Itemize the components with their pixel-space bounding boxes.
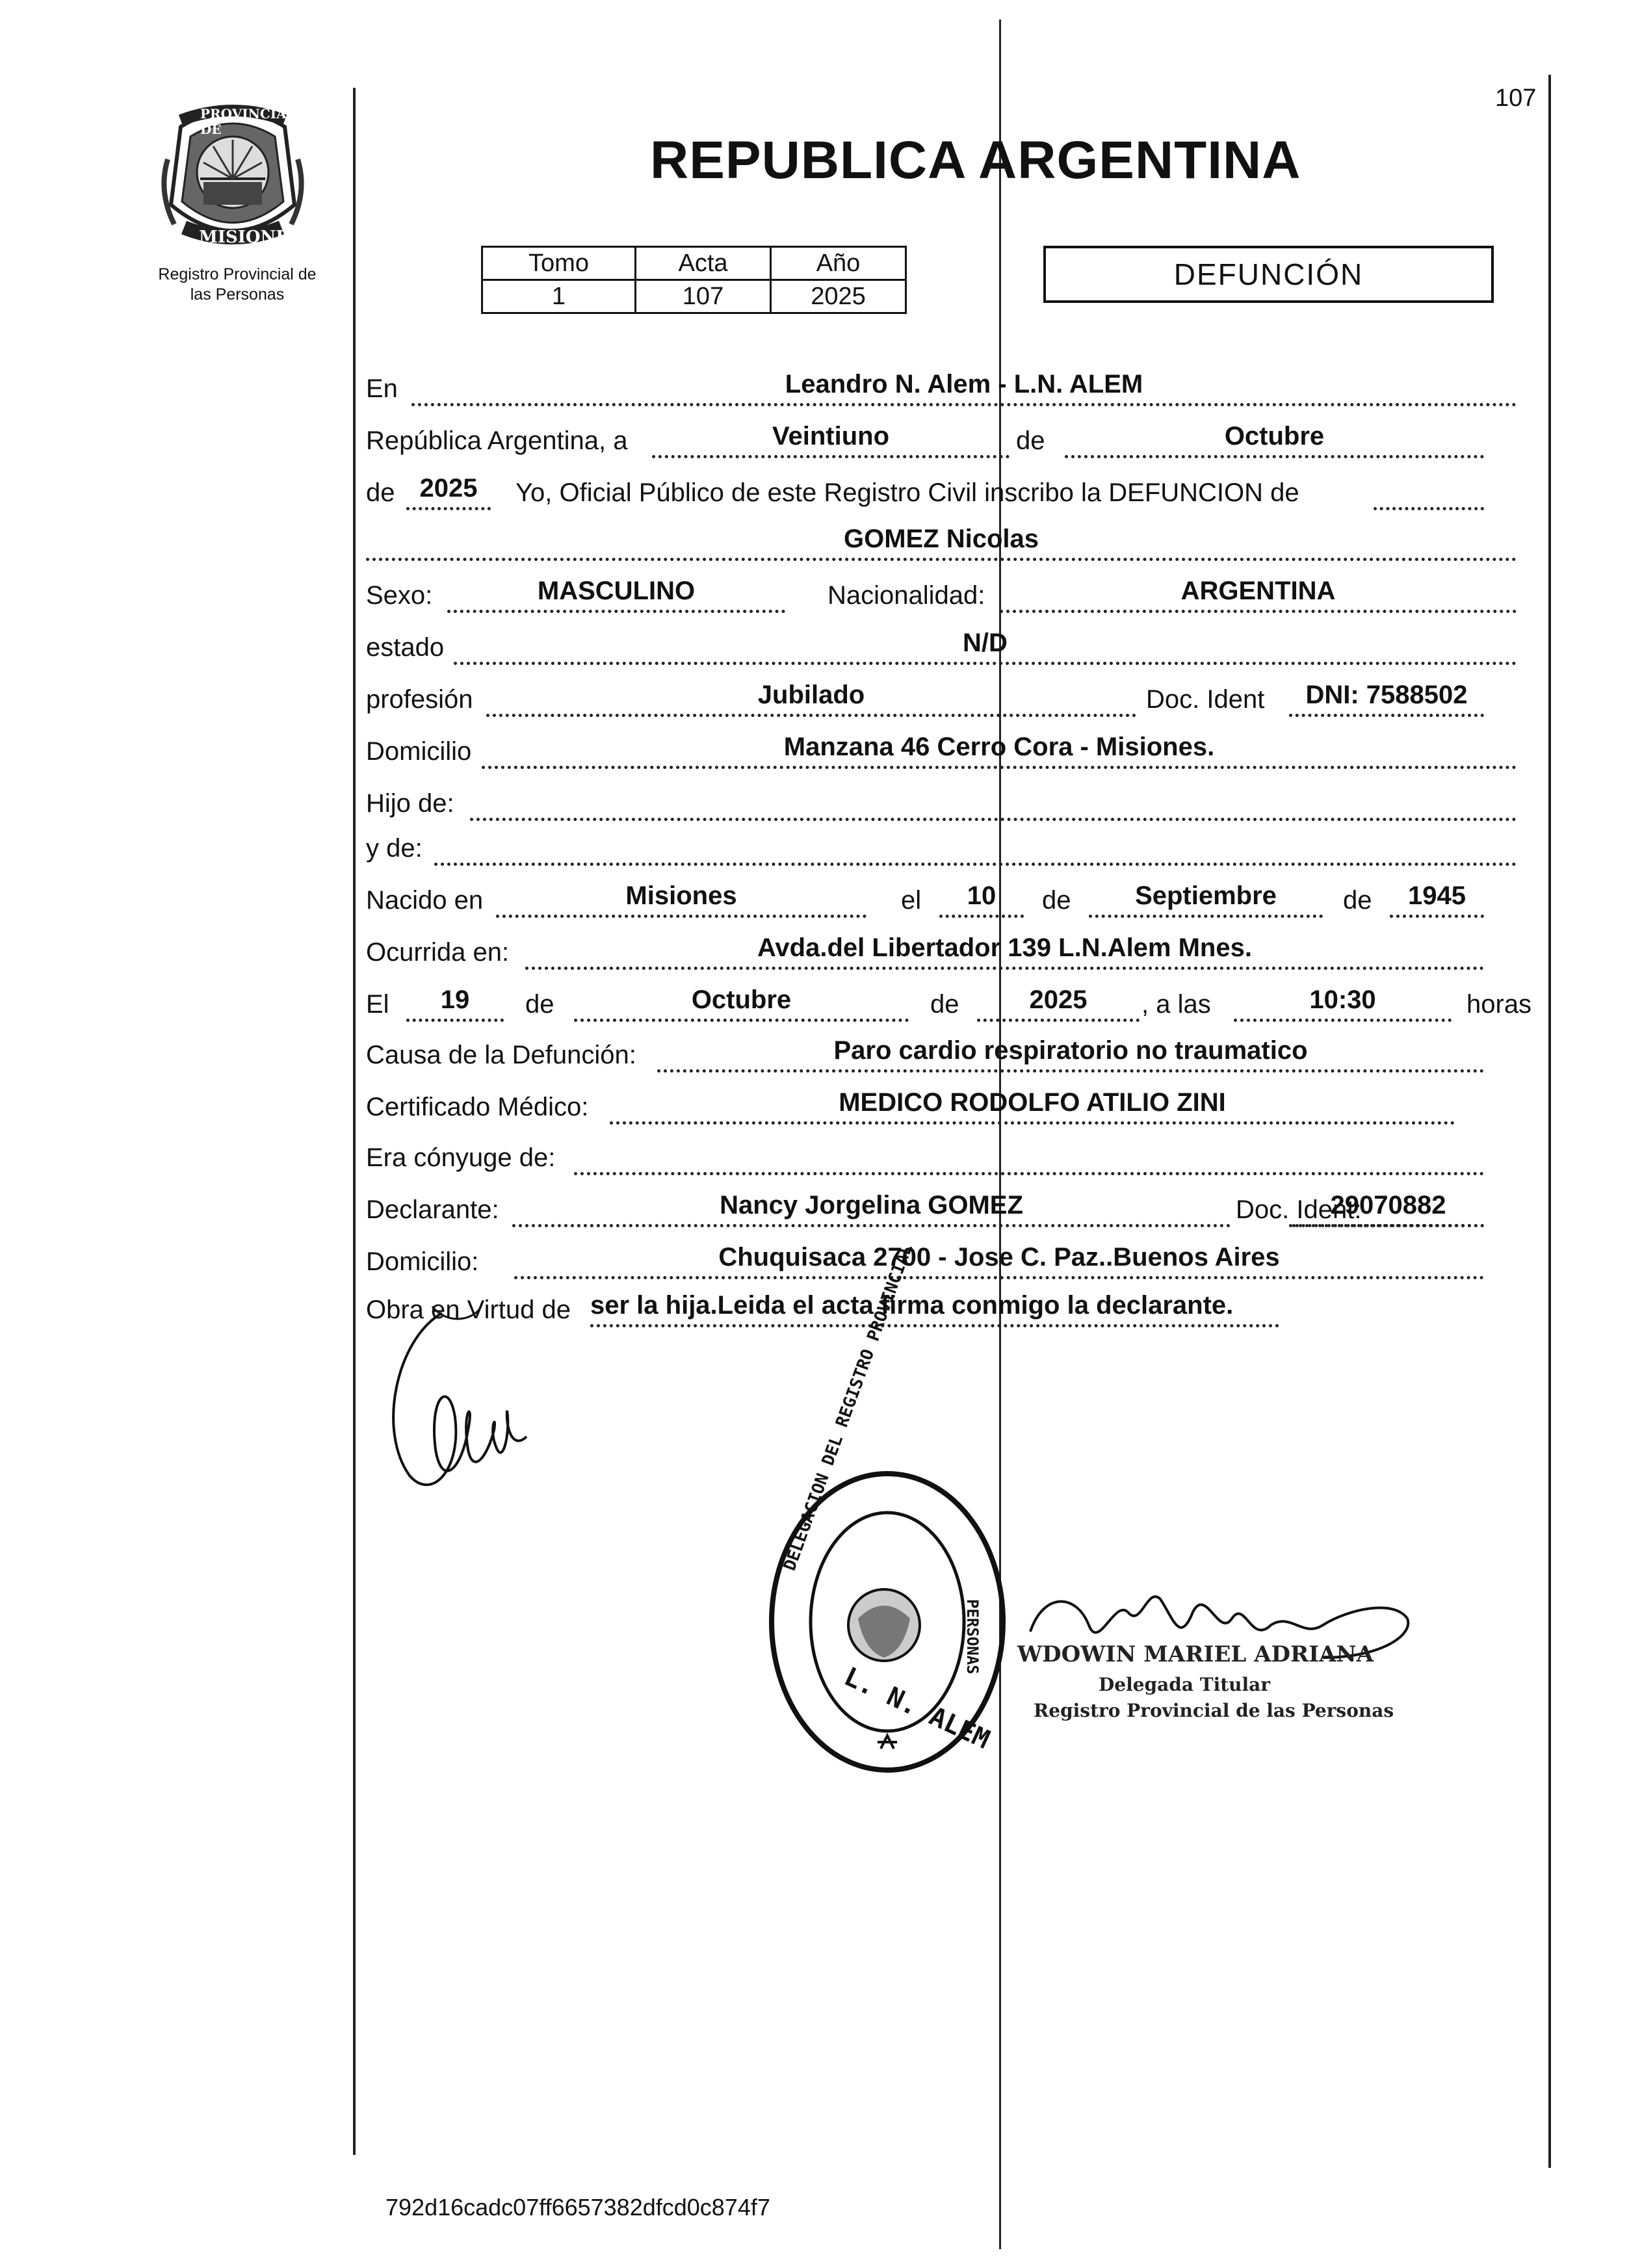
ref-header-tomo: Tomo	[482, 247, 636, 280]
field-dia	[652, 420, 1010, 458]
field-def-anio	[977, 984, 1140, 1022]
row-causa	[366, 1027, 1517, 1073]
label-certificado: Certificado Médico:	[366, 1093, 589, 1121]
label-ocurrida: Ocurrida en:	[366, 938, 510, 967]
registry-caption-line1: Registro Provincial de	[158, 265, 317, 283]
field-sexo	[447, 575, 785, 613]
row-ocurrida	[366, 924, 1517, 970]
registry-caption-line2: las Personas	[190, 285, 285, 304]
label-nacionalidad: Nacionalidad:	[828, 581, 985, 610]
label-horas: horas	[1466, 990, 1532, 1019]
field-y-de	[434, 828, 1517, 866]
seal-bottom-text: MISIONES	[199, 228, 301, 247]
label-nacido-en: Nacido en	[366, 886, 484, 915]
row-declarante	[366, 1182, 1517, 1227]
field-nacido-anio	[1390, 880, 1484, 918]
field-ocurrida	[525, 932, 1484, 970]
reference-table	[481, 246, 907, 314]
field-certificado	[610, 1086, 1455, 1125]
field-hijo-de	[470, 783, 1517, 821]
row-estado	[366, 619, 1517, 665]
page-title: REPUBLICA ARGENTINA	[650, 131, 1301, 190]
value-causa: Paro cardio respiratorio no traumatico	[833, 1036, 1308, 1065]
value-lugar: Leandro N. Alem - L.N. ALEM	[785, 370, 1143, 398]
label-causa: Causa de la Defunción:	[366, 1041, 636, 1069]
value-def-hora: 10:30	[1309, 985, 1376, 1014]
label-de-anio: de	[366, 478, 395, 507]
value-domicilio: Manzana 46 Cerro Cora - Misiones.	[783, 733, 1215, 761]
value-domicilio2: Chuquisaca 2700 - Jose C. Paz..Buenos Aires	[718, 1243, 1280, 1271]
value-anio: 2025	[419, 474, 478, 502]
field-obra	[590, 1289, 1279, 1327]
stamp-text-top: DELEGACION DEL REGISTRO PROVINCIAL	[780, 1241, 917, 1574]
ref-value-tomo: 1	[482, 280, 636, 313]
label-el2: El	[366, 990, 389, 1019]
row-fecha-defuncion	[366, 976, 1532, 1022]
row-y-de	[366, 820, 1517, 866]
label-estado: estado	[366, 633, 445, 662]
value-mes: Octubre	[1224, 422, 1325, 450]
value-nacido-mes: Septiembre	[1135, 881, 1277, 910]
label-profesion: profesión	[366, 685, 473, 714]
value-def-anio: 2025	[1029, 985, 1088, 1014]
ref-value-anio: 2025	[771, 280, 906, 313]
row-sexo-nacionalidad	[366, 567, 1517, 613]
field-estado	[454, 627, 1517, 665]
value-nombre: GOMEZ Nicolas	[843, 525, 1039, 553]
row-fecha-inscripcion	[366, 413, 1517, 458]
row-hijo-de	[366, 776, 1517, 821]
label-inscribo: Yo, Oficial Público de este Registro Civil inscribo la DEFUNCION de	[515, 478, 1299, 507]
label-doc-ident: Doc. Ident	[1146, 685, 1265, 714]
field-nacido-mes	[1089, 880, 1323, 918]
label-nacido-de2: de	[1343, 886, 1372, 915]
value-nacido-dia: 10	[967, 881, 997, 910]
seal-top-text: PROVINCIA DE	[200, 106, 287, 137]
ref-value-acta: 107	[636, 280, 771, 313]
label-declarante: Declarante:	[366, 1195, 499, 1224]
field-nacido-dia	[939, 880, 1024, 918]
document-hash: 792d16cadc07ff6657382dfcd0c874f7	[385, 2194, 770, 2221]
field-mes	[1065, 420, 1484, 458]
field-inscribo-tail	[1374, 472, 1484, 510]
field-def-mes	[574, 984, 909, 1022]
row-certificado	[366, 1079, 1517, 1125]
label-republica: República Argentina, a	[366, 426, 628, 455]
official-role: Delegada Titular	[1099, 1674, 1271, 1695]
field-anio	[406, 472, 491, 510]
ref-header-acta: Acta	[636, 247, 771, 280]
reference-table-value-row	[482, 280, 906, 313]
label-obra: Obra en Virtud de	[366, 1296, 571, 1324]
document-type-box: DEFUNCIÓN	[1043, 246, 1494, 303]
value-certificado: MEDICO RODOLFO ATILIO ZINI	[839, 1088, 1226, 1117]
field-profesion	[486, 679, 1136, 717]
value-doc-ident: DNI: 7588502	[1305, 681, 1468, 709]
field-causa	[657, 1034, 1484, 1073]
ref-header-anio: Año	[771, 247, 906, 280]
right-border-line	[1548, 75, 1551, 2168]
field-domicilio	[482, 731, 1517, 769]
field-nacionalidad	[1000, 575, 1517, 613]
registry-caption	[130, 265, 345, 305]
field-nacido-lugar	[496, 880, 867, 918]
value-nacido-lugar: Misiones	[625, 881, 737, 910]
label-sexo: Sexo:	[366, 581, 433, 610]
field-nombre	[366, 523, 1517, 561]
field-conyuge	[574, 1137, 1484, 1175]
value-estado: N/D	[963, 629, 1008, 657]
reference-table-header-row	[482, 247, 906, 280]
value-nacionalidad: ARGENTINA	[1180, 577, 1336, 605]
row-nacimiento	[366, 872, 1517, 918]
field-declarante	[512, 1189, 1231, 1227]
row-domicilio	[366, 723, 1517, 769]
field-doc-ident	[1289, 679, 1484, 717]
value-nacido-anio: 1945	[1408, 881, 1466, 910]
province-seal	[155, 101, 311, 250]
value-def-mes: Octubre	[691, 985, 792, 1014]
label-conyuge: Era cónyuge de:	[366, 1143, 556, 1172]
label-def-de2: de	[930, 990, 959, 1019]
field-domicilio2	[514, 1241, 1484, 1279]
value-ocurrida: Avda.del Libertador 139 L.N.Alem Mnes.	[757, 933, 1252, 962]
value-dia: Veintiuno	[772, 422, 889, 450]
stamp-text-bottom: L. N. ALEM	[839, 1662, 995, 1755]
value-sexo: MASCULINO	[537, 577, 696, 605]
value-decl-doc: 29070882	[1330, 1191, 1446, 1219]
label-hijo-de: Hijo de:	[366, 789, 454, 818]
declarant-signature-icon	[371, 1300, 566, 1508]
value-profesion: Jubilado	[757, 681, 865, 709]
left-border-line	[353, 88, 356, 2155]
page-number: 107	[1495, 85, 1537, 112]
row-conyuge	[366, 1130, 1517, 1175]
field-def-hora	[1234, 984, 1452, 1022]
stamp-text-side: PERSONAS	[963, 1599, 982, 1675]
value-obra: ser la hija.Leida el acta firma conmigo la declarante.	[590, 1291, 1234, 1320]
label-de-mes: de	[1016, 426, 1045, 455]
value-declarante: Nancy Jorgelina GOMEZ	[720, 1191, 1023, 1219]
label-decl-doc: Doc. Ident:	[1236, 1195, 1362, 1224]
official-office: Registro Provincial de las Personas	[1034, 1700, 1394, 1721]
label-nacido-de1: de	[1042, 886, 1071, 915]
field-decl-doc-value	[1292, 1189, 1484, 1227]
row-profesion-doc	[366, 671, 1517, 717]
label-a-las: , a las	[1141, 990, 1211, 1019]
label-domicilio: Domicilio	[366, 737, 472, 766]
label-def-de1: de	[525, 990, 554, 1019]
label-domicilio2: Domicilio:	[366, 1247, 479, 1276]
label-y-de: y de:	[366, 834, 423, 863]
row-nombre	[366, 515, 1517, 561]
row-domicilio-declarante	[366, 1234, 1517, 1279]
label-el: el	[901, 886, 922, 915]
official-stamp	[767, 1241, 1008, 1775]
label-en: En	[366, 374, 398, 403]
value-def-dia: 19	[440, 985, 470, 1014]
row-anio-inscripcion	[366, 465, 1517, 510]
row-lugar	[366, 361, 1517, 406]
official-name: WDOWIN MARIEL ADRIANA	[1017, 1641, 1374, 1667]
field-lugar	[411, 368, 1517, 406]
field-def-dia	[406, 984, 504, 1022]
